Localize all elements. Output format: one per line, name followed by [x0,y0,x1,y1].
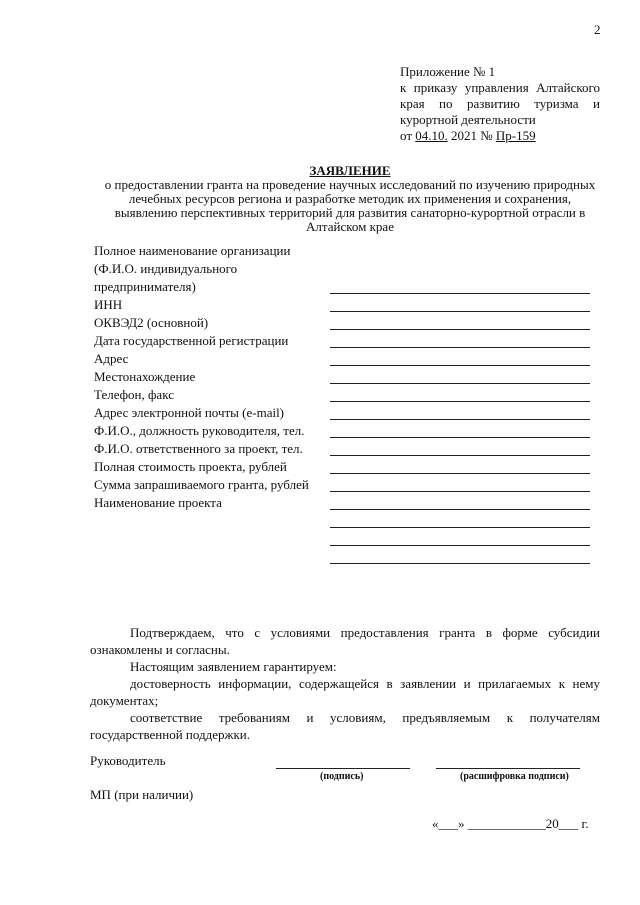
appendix-line: курортной деятельности [400,112,536,127]
appendix-line: к приказу управления Алтайского [400,80,600,95]
fill-line[interactable] [330,311,590,312]
title-heading: ЗАЯВЛЕНИЕ [309,163,391,178]
field-label: Адрес [94,351,129,366]
fill-line[interactable] [330,293,590,294]
field-label: Наименование проекта [94,495,222,510]
page-number: 2 [594,22,601,37]
stamp-label: МП (при наличии) [90,787,194,802]
field-label: Ф.И.О., должность руководителя, тел. [94,423,305,438]
field-label: Полное наименование организации [94,243,291,258]
fill-line[interactable] [330,383,590,384]
fill-line[interactable] [330,347,590,348]
confirmation-paragraph: Подтверждаем, что с условиями предоставления гранта в форме субсидии ознакомлены и согласны. [90,625,600,657]
date-line[interactable]: «___» ____________20___ г. [432,816,589,831]
fill-line[interactable] [330,491,590,492]
field-label: Дата государственной регистрации [94,333,289,348]
confirmation-paragraph: Настоящим заявлением гарантируем: [130,659,337,674]
field-label: (Ф.И.О. индивидуального [94,261,238,276]
fill-line[interactable] [330,509,590,510]
field-label: Сумма запрашиваемого гранта, рублей [94,477,309,492]
field-label: Полная стоимость проекта, рублей [94,459,287,474]
fill-line[interactable] [330,329,590,330]
title-subtitle: о предоставлении гранта на проведение научных исследований по изучению природных лечебных ресурсов региона и разработке методик их применения и сохранения, выявлению перспективных территорий для развития санаторно-курортной отрасли в Алтайском крае [104,177,596,234]
fill-line[interactable] [330,473,590,474]
field-label: Адрес электронной почты (e-mail) [94,405,285,420]
field-label: Ф.И.О. ответственного за проект, тел. [94,441,303,456]
fill-line[interactable] [330,563,590,564]
fill-line[interactable] [330,401,590,402]
appendix-block [400,64,600,144]
order-year: 2021 № [451,128,493,143]
fill-line[interactable] [330,527,590,528]
form-fields [94,242,309,512]
field-label: ОКВЭД2 (основной) [94,315,209,330]
signature-caption: (подпись) [320,771,364,782]
confirmation-paragraph: достоверность информации, содержащейся в заявлении и прилагаемых к нему документах; [90,676,600,708]
order-date-line [400,128,600,144]
fill-line[interactable] [330,437,590,438]
appendix-line: края по развитию туризма и [400,96,600,111]
document-title [100,164,600,234]
appendix-line: Приложение № 1 [400,64,496,79]
fill-line[interactable] [330,419,590,420]
field-label: Местонахождение [94,369,196,384]
confirmation-text [90,624,600,743]
date-prefix: от [400,128,413,143]
fill-line[interactable] [330,365,590,366]
fill-line[interactable] [330,545,590,546]
signature-decode-line[interactable] [436,768,580,769]
signatory-label: Руководитель [90,753,166,768]
signature-line[interactable] [276,768,410,769]
confirmation-paragraph: соответствие требованиям и условиям, предъявляемым к получателям государственной поддержки. [90,710,600,742]
field-label: предпринимателя) [94,279,196,294]
order-number: Пр-159 [495,128,536,143]
order-date: 04.10. [415,128,448,143]
signature-decode-caption: (расшифровка подписи) [460,771,569,782]
field-label: Телефон, факс [94,387,174,402]
fill-line[interactable] [330,455,590,456]
field-label: ИНН [94,297,123,312]
